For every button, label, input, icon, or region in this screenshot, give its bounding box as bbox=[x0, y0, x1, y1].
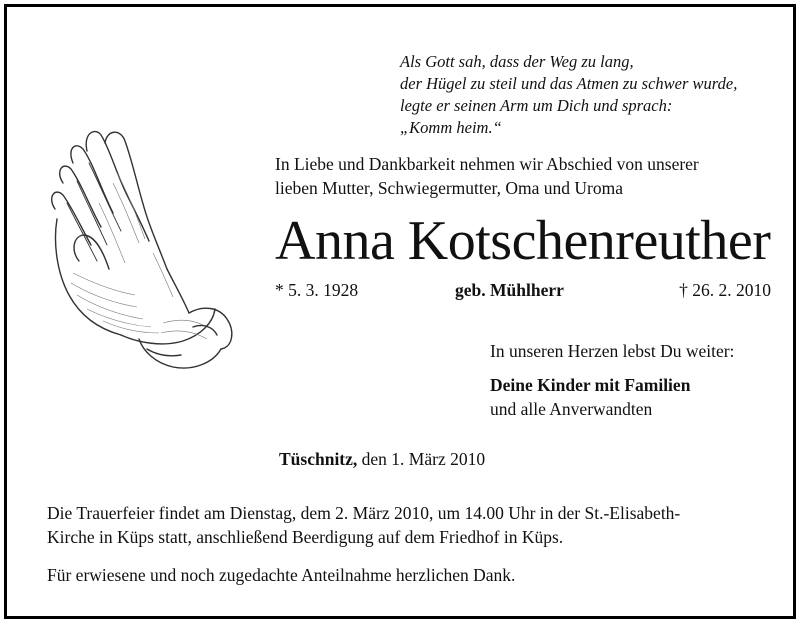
birth-date: * 5. 3. 1928 bbox=[275, 280, 359, 300]
deceased-name: Anna Kotschenreuther bbox=[275, 210, 771, 272]
praying-hands-icon bbox=[43, 123, 243, 378]
obituary-notice bbox=[4, 4, 796, 619]
intro-text bbox=[275, 152, 699, 200]
poem-line: der Hügel zu steil und das Atmen zu schwer wurde, bbox=[400, 74, 738, 93]
intro-line: lieben Mutter, Schwiegermutter, Oma und Uroma bbox=[275, 178, 624, 198]
poem-line: legte er seinen Arm um Dich und sprach: bbox=[400, 96, 673, 115]
poem bbox=[400, 51, 737, 139]
intro-line: In Liebe und Dankbarkeit nehmen wir Abschied von unserer bbox=[275, 154, 699, 174]
place: Tüschnitz, bbox=[279, 449, 358, 469]
funeral-info bbox=[47, 501, 777, 549]
funeral-line: Kirche in Küps statt, anschließend Beerdigung auf dem Friedhof in Küps. bbox=[47, 527, 564, 547]
thanks-text: Für erwiesene und noch zugedachte Anteilnahme herzlichen Dank. bbox=[47, 565, 516, 585]
notice-date: den 1. März 2010 bbox=[361, 449, 486, 469]
death-date: † 26. 2. 2010 bbox=[679, 280, 771, 300]
poem-line: „Komm heim.“ bbox=[400, 118, 502, 137]
place-date bbox=[279, 447, 485, 471]
closing-line: In unseren Herzen lebst Du weiter: bbox=[490, 341, 735, 361]
family-signature: Deine Kinder mit Familien bbox=[490, 375, 691, 395]
closing-block bbox=[490, 339, 734, 421]
relatives-signature: und alle Anverwandten bbox=[490, 399, 653, 419]
maiden-name: geb. Mühlherr bbox=[455, 280, 564, 300]
poem-line: Als Gott sah, dass der Weg zu lang, bbox=[400, 52, 634, 71]
funeral-line: Die Trauerfeier findet am Dienstag, dem 2. März 2010, um 14.00 Uhr in der St.-Elisabeth- bbox=[47, 503, 681, 523]
